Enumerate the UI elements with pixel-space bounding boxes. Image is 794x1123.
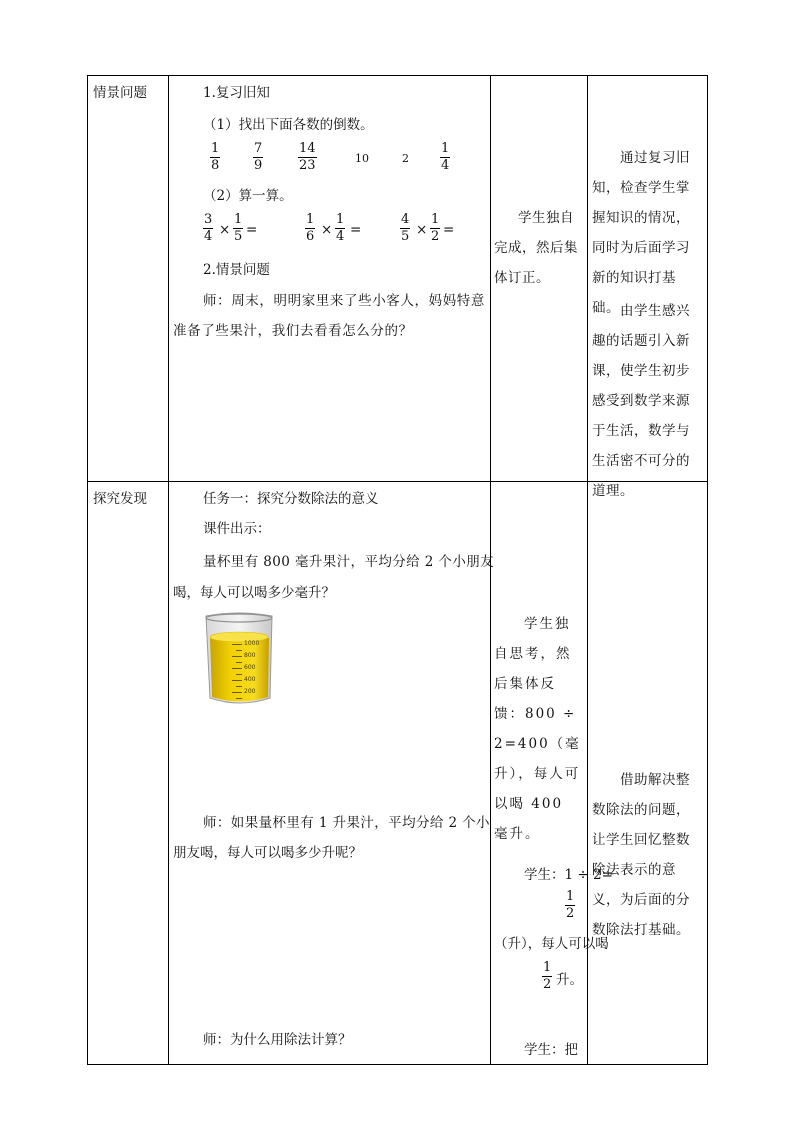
student-answer-text: 升。 xyxy=(556,972,583,988)
question-text: （2）算一算。 xyxy=(203,188,293,204)
numerator: 1 xyxy=(234,212,243,227)
denominator: 6 xyxy=(306,229,315,244)
beaker-tick-label: 600 xyxy=(244,664,256,671)
beaker-tick-label: 1000 xyxy=(244,640,260,647)
equals-sign: = xyxy=(443,222,455,238)
beaker-minor-tick xyxy=(236,650,242,651)
denominator: 2 xyxy=(543,977,552,992)
beaker-tick-label: 400 xyxy=(244,676,256,683)
fraction xyxy=(440,141,450,174)
fraction xyxy=(305,212,315,245)
teacher-line: 朋友喝，每人可以喝多少升呢？ xyxy=(173,845,362,861)
times-sign: × xyxy=(416,222,428,238)
beaker-tick-mark xyxy=(232,692,242,693)
beaker-minor-tick xyxy=(236,662,242,663)
student-answer-text: 学生：1 ÷ 2= xyxy=(524,867,613,883)
section-heading: 1.复习旧知 xyxy=(203,85,270,101)
numerator: 7 xyxy=(254,141,263,156)
whole-number: 10 xyxy=(355,152,369,165)
denominator: 5 xyxy=(401,229,410,244)
fraction xyxy=(400,212,410,245)
fraction xyxy=(335,212,345,245)
denominator: 9 xyxy=(254,158,263,173)
beaker-tick-mark xyxy=(232,668,242,669)
numerator: 1 xyxy=(431,212,440,227)
beaker-minor-tick xyxy=(236,698,242,699)
numerator: 1 xyxy=(441,141,450,156)
student-answer-text: 学生：把 xyxy=(524,1042,578,1058)
student-activity: 学生独自完成，然后集体订正。 xyxy=(494,210,578,286)
fraction xyxy=(542,960,552,993)
stage-label: 情景问题 xyxy=(93,85,147,101)
problem-text: 喝，每人可以喝多少毫升？ xyxy=(173,585,335,601)
denominator: 4 xyxy=(336,229,345,244)
design-intent: 由学生感兴趣的话题引入新课，使学生初步感受到数学来源于生活，数学与生活密不可分的道理。 xyxy=(592,303,690,499)
numerator: 3 xyxy=(204,212,213,227)
whole-number: 2 xyxy=(402,152,409,165)
denominator: 4 xyxy=(204,229,213,244)
design-intent: 借助解决整数除法的问题，让学生回忆整数除法表示的意义，为后面的分数除法打基础。 xyxy=(592,772,690,938)
section-heading: 2.情景问题 xyxy=(203,262,270,278)
beaker-minor-tick xyxy=(236,686,242,687)
beaker-tick-mark xyxy=(232,644,242,645)
fraction xyxy=(298,141,317,174)
times-sign: × xyxy=(321,222,333,238)
teacher-line: 准备了些果汁，我们去看看怎么分的？ xyxy=(173,323,413,339)
beaker-tick-mark xyxy=(232,656,242,657)
student-activity: 学生独自思考，然后集体反馈：800 ÷ 2=400（毫升），每人可以喝 400 毫升。 xyxy=(494,616,581,842)
design-intent: 通过复习旧知，检查学生掌握知识的情况，同时为后面学习新的知识打基础。 xyxy=(592,150,690,316)
fraction xyxy=(210,141,220,174)
equals-sign: = xyxy=(350,222,362,238)
problem-text: 量杯里有 800 毫升果汁，平均分给 2 个小朋友 xyxy=(203,554,495,570)
fraction xyxy=(233,212,243,245)
question-text: （1）找出下面各数的倒数。 xyxy=(203,117,374,133)
column-divider xyxy=(168,76,169,1064)
fraction xyxy=(253,141,263,174)
numerator: 4 xyxy=(401,212,410,227)
numerator: 1 xyxy=(211,141,220,156)
numerator: 1 xyxy=(566,889,575,904)
denominator: 4 xyxy=(441,158,450,173)
teacher-line: 师：为什么用除法计算？ xyxy=(203,1032,352,1048)
stage-label: 探究发现 xyxy=(93,491,147,507)
beaker-icon xyxy=(200,610,280,710)
teacher-line: 师：周末，明明家里来了些小客人，妈妈特意 xyxy=(203,293,485,309)
fraction xyxy=(203,212,213,245)
fraction xyxy=(430,212,440,245)
fraction xyxy=(565,889,575,922)
beaker-minor-tick xyxy=(236,674,242,675)
beaker-tick-label: 200 xyxy=(244,688,256,695)
denominator: 23 xyxy=(299,158,316,173)
numerator: 1 xyxy=(306,212,315,227)
numerator: 1 xyxy=(543,960,552,975)
task-heading: 任务一：探究分数除法的意义 xyxy=(203,491,379,507)
teacher-line: 师：如果量杯里有 1 升果汁，平均分给 2 个小 xyxy=(203,815,490,831)
student-answer-text: （升），每人可以喝 xyxy=(494,936,609,952)
beaker-tick-label: 800 xyxy=(244,652,256,659)
denominator: 2 xyxy=(431,229,440,244)
courseware-label: 课件出示： xyxy=(203,521,271,537)
column-divider xyxy=(587,76,588,1064)
numerator: 1 xyxy=(336,212,345,227)
times-sign: × xyxy=(219,222,231,238)
numerator: 14 xyxy=(299,141,316,156)
equals-sign: = xyxy=(246,222,258,238)
denominator: 5 xyxy=(234,229,243,244)
denominator: 8 xyxy=(211,158,220,173)
beaker-tick-mark xyxy=(232,680,242,681)
denominator: 2 xyxy=(566,906,575,921)
